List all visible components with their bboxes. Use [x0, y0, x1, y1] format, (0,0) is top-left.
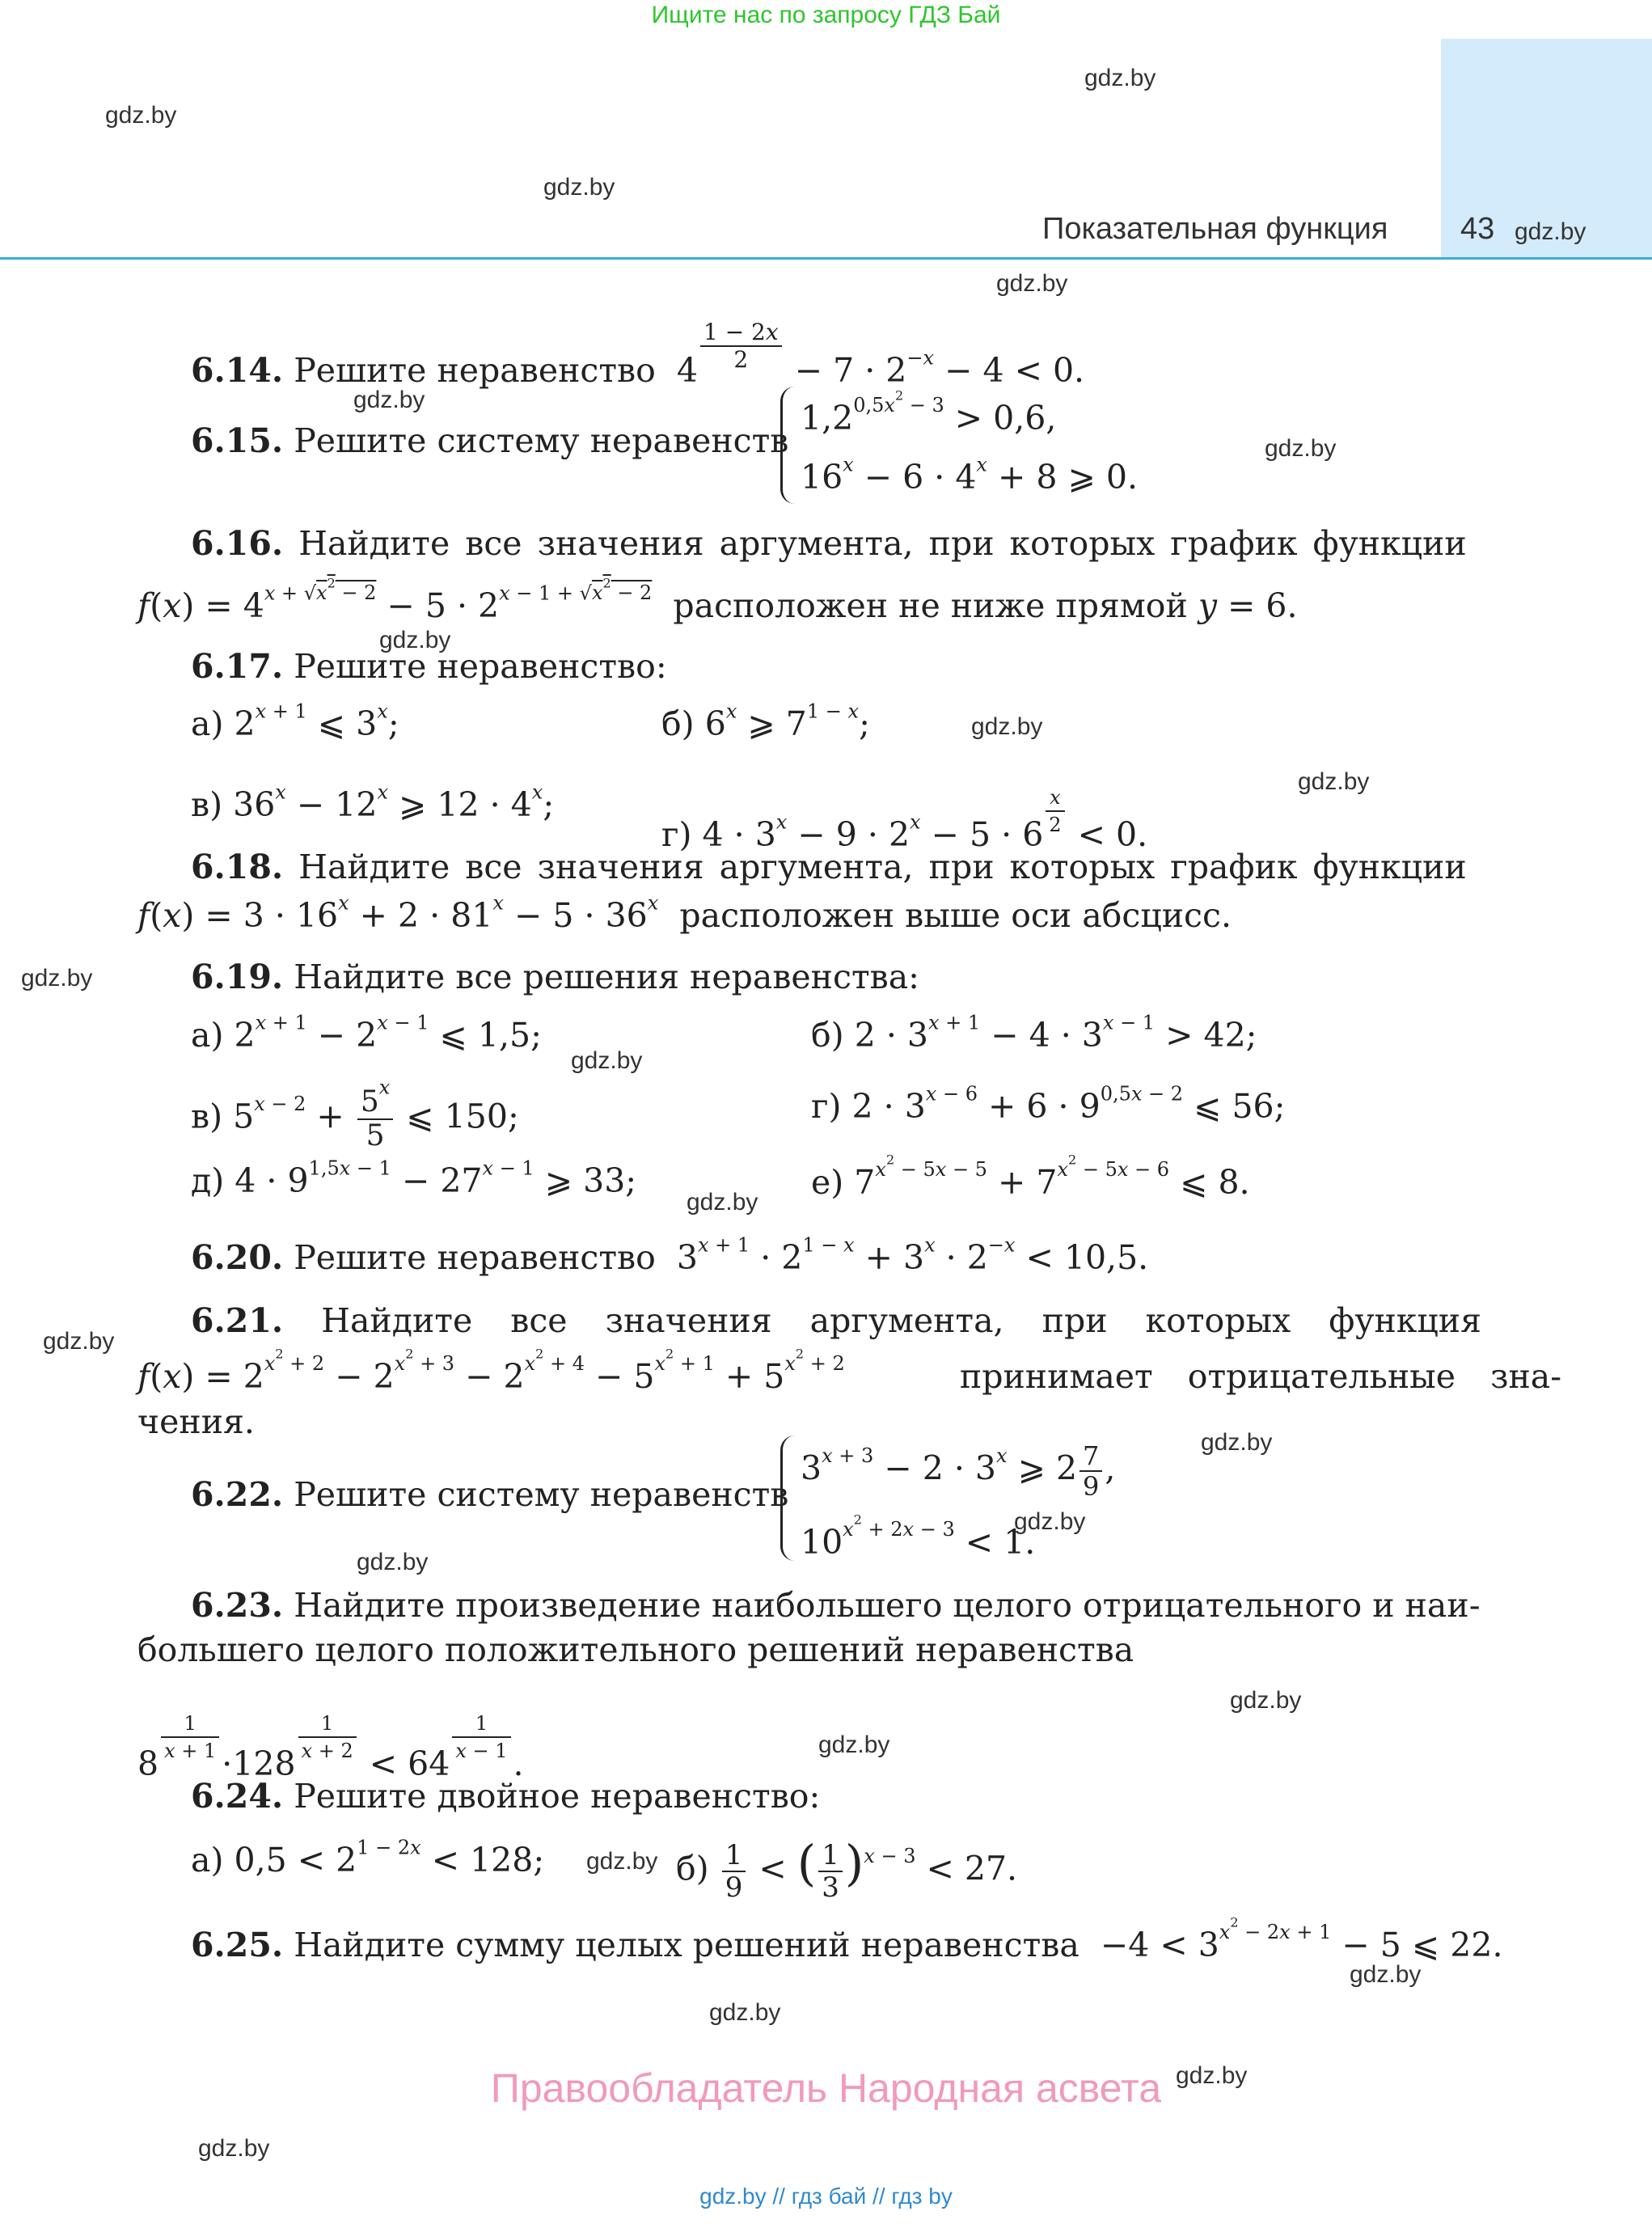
- watermark: gdz.by: [353, 387, 425, 413]
- problem-6-21: 6.21. Найдите все значения аргумента, при которых функция: [191, 1301, 1481, 1340]
- system-brace: [780, 1435, 796, 1561]
- problem-6-23-formula: 8 $\frac{1}{x + 1}$ ·128 $\frac{1}{x + 2}$ < 64 $\frac{1}{x - 1}$ .: [137, 1712, 524, 1783]
- watermark: gdz.by: [1230, 1687, 1302, 1714]
- watermark: gdz.by: [543, 174, 615, 201]
- item-v: в) $36^x - 12^x$ ⩾ $12 \cdot 4^x$;: [191, 780, 555, 824]
- watermark: gdz.by: [43, 1328, 115, 1355]
- problem-6-21-cont: чения.: [137, 1402, 255, 1441]
- watermark: gdz.by: [818, 1731, 890, 1758]
- watermark: gdz.by: [586, 1848, 658, 1875]
- system-line: $3^{x + 3} - 2 \cdot 3^x$ ⩾ 2 $\frac{7}{9}$ ,: [801, 1440, 1116, 1502]
- problem-6-19: 6.19. Найдите все решения неравенства:: [191, 958, 919, 996]
- problem-6-25: 6.25. Найдите сумму целых решений неравенства $-4 < 3^{x^2 - 2x + 1} - 5$ ⩽ 22.: [191, 1915, 1503, 1964]
- watermark: gdz.by: [971, 713, 1043, 740]
- problem-6-18: 6.18. Найдите все значения аргумента, при которых график функции: [191, 848, 1467, 886]
- watermark: gdz.by: [379, 627, 451, 653]
- item-v: в) $5^{x - 2}$ + $\frac{5^x}{5}$ ⩽ 150;: [191, 1076, 519, 1152]
- watermark: gdz.by: [198, 2135, 270, 2162]
- watermark: gdz.by: [1201, 1429, 1273, 1456]
- bottom-links[interactable]: gdz.by // гдз бай // гдз by: [699, 2184, 953, 2209]
- problem-6-16: 6.16. Найдите все значения аргумента, при которых график функции: [191, 524, 1467, 563]
- item-b: б) 6$^x$ ⩾ $7^{1 - x}$;: [661, 700, 870, 743]
- running-title: Показательная функция: [1042, 212, 1388, 246]
- system-line: $1,2^{0,5x^2 - 3} > 0,6$,: [801, 388, 1057, 438]
- watermark: gdz.by: [105, 102, 177, 129]
- watermark: gdz.by: [1298, 768, 1370, 795]
- item-g: г) $2 \cdot 3^{x - 6} + 6 \cdot 9^{0,5x - 2}$ ⩽ 56;: [811, 1082, 1286, 1126]
- watermark: gdz.by: [996, 270, 1068, 297]
- header-divider: [0, 257, 1652, 260]
- item-e: е) $7^{x^2 - 5x - 5} + 7^{x^2 - 5x - 6}$ ⩽ 8.: [811, 1152, 1250, 1202]
- problem-6-23: 6.23. Найдите произведение наибольшего целого отрицательного и наи-: [191, 1586, 1481, 1625]
- item-a: а) $2^{x + 1} - 2^{x - 1}$ ⩽ 1,5;: [191, 1011, 542, 1055]
- problem-6-16-formula: $f(x) = 4^{x + √x^2 - 2} - 5 \cdot 2^{x - 1 + √x^2 - 2}$ расположен не ниже прямой y = 6.: [137, 576, 1298, 625]
- watermark: gdz.by: [21, 965, 93, 991]
- problem-6-17: 6.17. Решите неравенство:: [191, 647, 667, 686]
- watermark: gdz.by: [1014, 1508, 1086, 1535]
- problem-6-20: 6.20. Решите неравенство $3^{x + 1} \cdot 2^{1 - x} + 3^x \cdot 2^{-x} < 10,5$.: [191, 1233, 1149, 1277]
- problem-6-14: 6.14. Решите неравенство 4 $\frac{1 - 2x}{2}$ − $7 \cdot 2^{-x} - 4 < 0$.: [191, 319, 1085, 390]
- problem-6-21-formula: $f(x) = 2^{x^2 + 2} - 2^{x^2 + 3} - 2^{x^2 + 4} - 5^{x^2 + 1} + 5^{x^2 + 2}$ принимает отрицательные зна-: [137, 1347, 1562, 1396]
- watermark: gdz.by: [687, 1189, 758, 1216]
- search-hint: Ищите нас по запросу ГДЗ Бай: [651, 2, 1001, 28]
- watermark: gdz.by: [571, 1047, 643, 1074]
- watermark: gdz.by: [1265, 435, 1337, 462]
- item-a: а) $2^{x + 1}$ ⩽ 3$^x$;: [191, 700, 399, 743]
- system-line: $10^{x^2 + 2x - 3} < 1$.: [801, 1512, 1036, 1562]
- problem-6-18-formula: $f(x) = 3 \cdot 16^x + 2 \cdot 81^x - 5 \cdot 36^x$ расположен выше оси абсцисс.: [137, 891, 1232, 935]
- item-d: д) $4 \cdot 9^{1,5x - 1} - 27^{x - 1}$ ⩾ 33;: [191, 1156, 637, 1200]
- watermark: gdz.by: [1084, 65, 1156, 91]
- problem-6-23-cont: большего целого положительного решений неравенства: [137, 1630, 1134, 1669]
- item-g: г) $4 \cdot 3^x - 9 \cdot 2^x - 5 \cdot 6$ $\frac{x}{2}$ < 0.: [661, 786, 1148, 854]
- copyright-footer: Правообладатель Народная асвета: [490, 2065, 1162, 2111]
- watermark: gdz.by: [1176, 2062, 1248, 2089]
- problem-6-24: 6.24. Решите двойное неравенство:: [191, 1777, 821, 1816]
- item-a: а) $0,5 < 2^{1 - 2x} < 128$;: [191, 1836, 545, 1879]
- watermark: gdz.by: [1350, 1961, 1422, 1988]
- page-number: 43: [1460, 212, 1495, 246]
- watermark: gdz.by: [1515, 218, 1587, 245]
- watermark: gdz.by: [357, 1549, 429, 1575]
- system-line: $16^x - 6 \cdot 4^x + 8$ ⩾ 0.: [801, 453, 1139, 497]
- problem-6-15: 6.15. Решите систему неравенств: [191, 421, 789, 460]
- item-b: б) $2 \cdot 3^{x + 1} - 4 \cdot 3^{x - 1} > 42$;: [811, 1011, 1257, 1055]
- system-brace: [780, 387, 796, 504]
- watermark: gdz.by: [709, 1999, 781, 2026]
- problem-6-22: 6.22. Решите систему неравенств: [191, 1475, 789, 1514]
- item-b: б) $\frac{1}{9}$ < ( $\frac{1}{3}$ )$^{x - 3}$ < 27.: [676, 1835, 1018, 1904]
